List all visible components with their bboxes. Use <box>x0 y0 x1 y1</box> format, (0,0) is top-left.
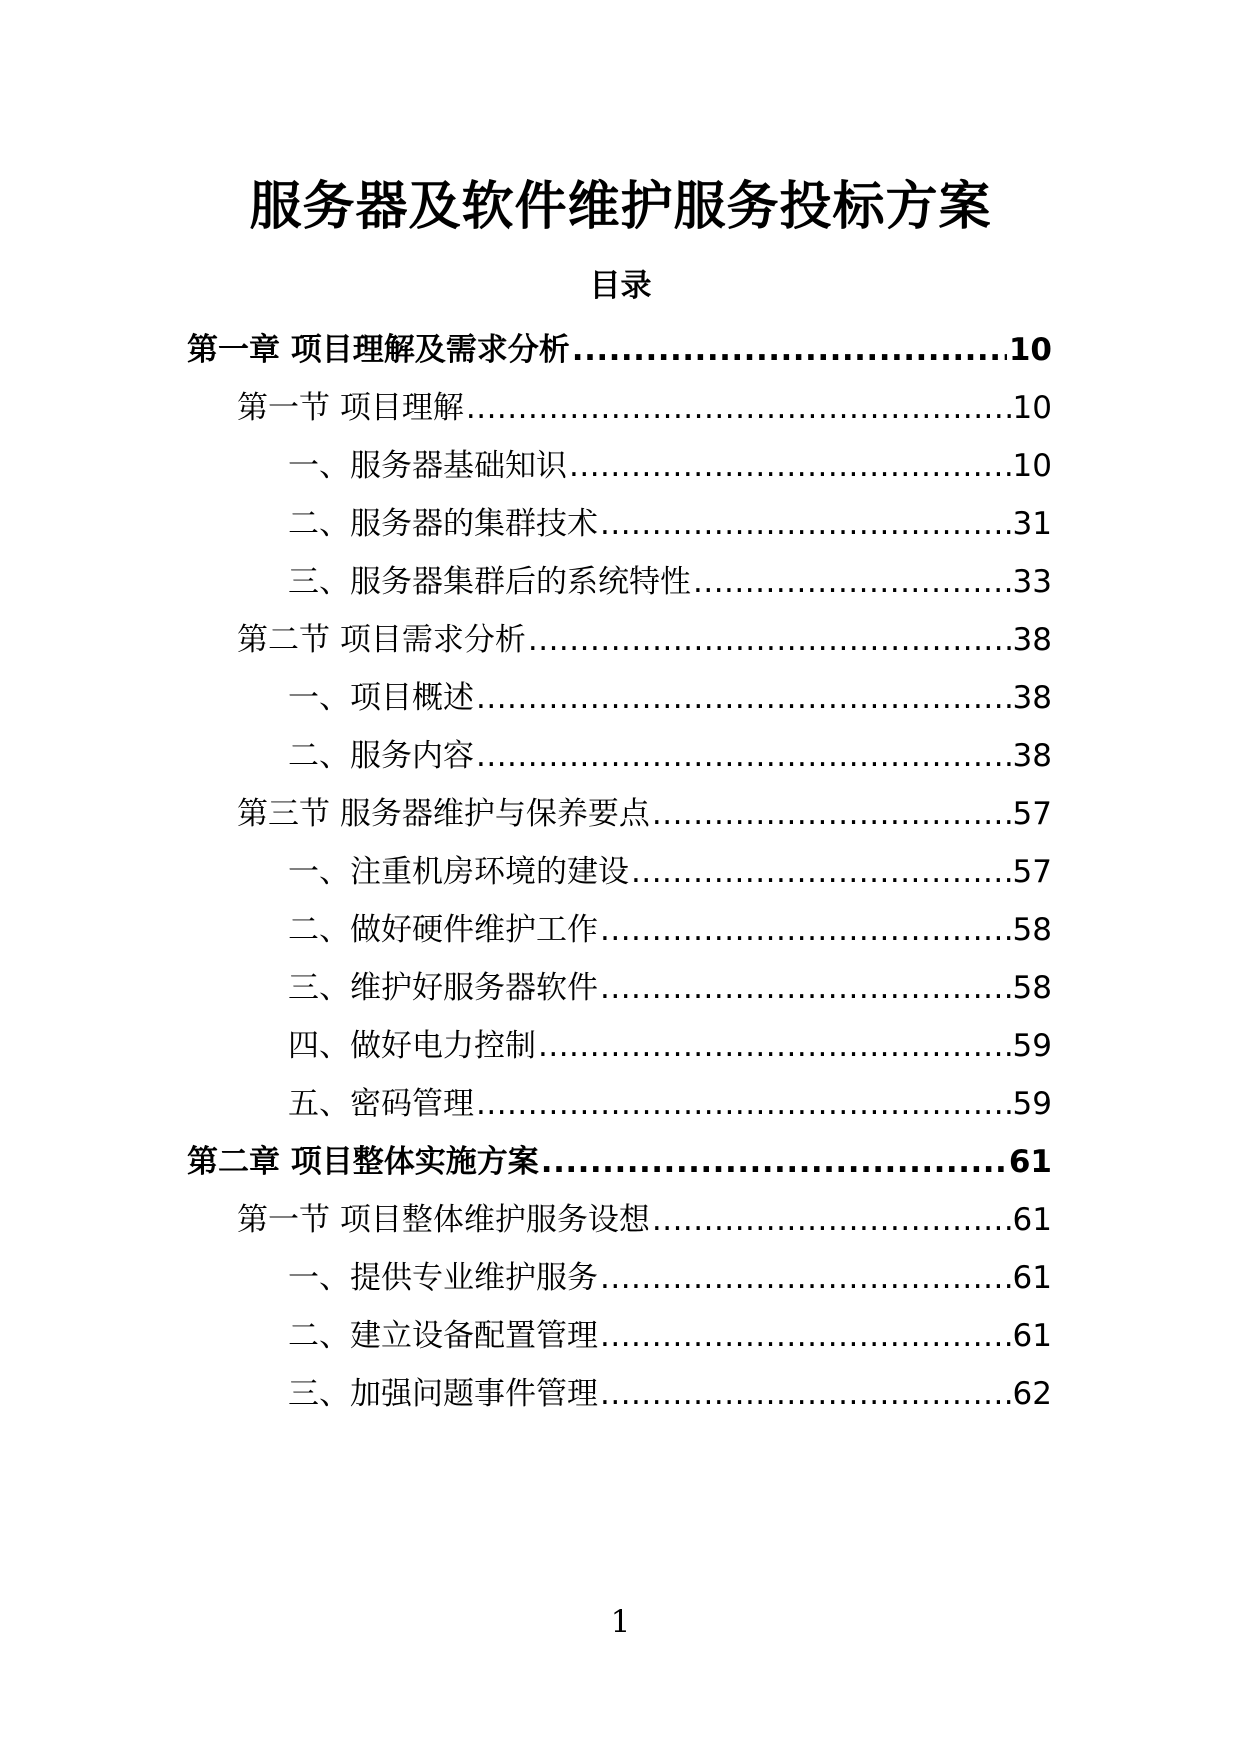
toc-entry-label: 四、做好电力控制 <box>288 1028 536 1064</box>
toc-dot-leader <box>600 966 1011 1010</box>
toc-entry-page: 61 <box>1012 1202 1052 1238</box>
toc-entry-page: 61 <box>1012 1318 1052 1354</box>
toc-entry-subsection[interactable] <box>288 1372 1052 1416</box>
toc-entry-label: 第一章 项目理解及需求分析 <box>187 332 570 368</box>
toc-entry-label: 第二节 项目需求分析 <box>237 622 526 658</box>
toc-dot-leader <box>600 1314 1011 1358</box>
toc-entry-section[interactable] <box>237 618 1052 662</box>
toc-entry-page: 58 <box>1012 970 1052 1006</box>
toc-dot-leader <box>476 734 1011 778</box>
toc-entry-page: 59 <box>1012 1028 1052 1064</box>
toc-entry-section[interactable] <box>237 1198 1052 1242</box>
toc-entry-subsection[interactable] <box>288 1082 1052 1126</box>
toc-dot-leader <box>538 1024 1011 1068</box>
toc-dot-leader <box>693 560 1011 604</box>
toc-heading: 目录 <box>589 268 652 304</box>
toc-entry-label: 五、密码管理 <box>288 1086 474 1122</box>
toc-entry-chapter-2[interactable] <box>187 1140 1052 1184</box>
toc-dot-leader <box>600 1256 1011 1300</box>
toc-dot-leader <box>528 618 1011 662</box>
toc-dot-leader <box>600 908 1011 952</box>
toc-entry-page: 61 <box>1012 1260 1052 1296</box>
toc-entry-page: 61 <box>1008 1144 1052 1180</box>
toc-entry-label: 二、建立设备配置管理 <box>288 1318 598 1354</box>
toc-entry-page: 62 <box>1012 1376 1052 1412</box>
toc-entry-subsection[interactable] <box>288 560 1052 604</box>
toc-dot-leader <box>652 792 1011 836</box>
toc-entry-page: 31 <box>1012 506 1052 542</box>
toc-entry-subsection[interactable] <box>288 850 1052 894</box>
toc-entry-subsection[interactable] <box>288 444 1052 488</box>
toc-entry-page: 10 <box>1012 448 1052 484</box>
toc-entry-page: 10 <box>1012 390 1052 426</box>
toc-dot-leader <box>652 1198 1011 1242</box>
toc-entry-section[interactable] <box>237 792 1052 836</box>
toc-entry-subsection[interactable] <box>288 734 1052 778</box>
toc-entry-page: 57 <box>1012 854 1052 890</box>
toc-entry-label: 第三节 服务器维护与保养要点 <box>237 796 650 832</box>
toc-entry-page: 38 <box>1012 738 1052 774</box>
toc-dot-leader <box>600 502 1011 546</box>
toc-entry-label: 一、提供专业维护服务 <box>288 1260 598 1296</box>
toc-entry-page: 38 <box>1012 622 1052 658</box>
toc-entry-page: 57 <box>1012 796 1052 832</box>
toc-entry-subsection[interactable] <box>288 676 1052 720</box>
toc-dot-leader <box>572 328 1007 372</box>
toc-entry-page: 33 <box>1012 564 1052 600</box>
toc-entry-section[interactable] <box>237 386 1052 430</box>
toc-dot-leader <box>466 386 1011 430</box>
toc-entry-page: 59 <box>1012 1086 1052 1122</box>
toc-entry-label: 一、服务器基础知识 <box>288 448 567 484</box>
toc-entry-page: 58 <box>1012 912 1052 948</box>
toc-entry-page: 38 <box>1012 680 1052 716</box>
toc-dot-leader <box>476 676 1011 720</box>
toc-dot-leader <box>600 1372 1011 1416</box>
toc-dot-leader <box>631 850 1011 894</box>
document-title: 服务器及软件维护服务投标方案 <box>249 177 992 237</box>
toc-entry-label: 第一节 项目整体维护服务设想 <box>237 1202 650 1238</box>
toc-entry-subsection[interactable] <box>288 1256 1052 1300</box>
toc-entry-label: 二、服务器的集群技术 <box>288 506 598 542</box>
toc-entry-chapter-1[interactable] <box>187 328 1052 372</box>
toc-entry-label: 三、维护好服务器软件 <box>288 970 598 1006</box>
toc-entry-label: 一、项目概述 <box>288 680 474 716</box>
toc-dot-leader <box>569 444 1011 488</box>
page-number: 1 <box>610 1604 631 1640</box>
toc-entry-page: 10 <box>1008 332 1052 368</box>
toc-entry-label: 三、加强问题事件管理 <box>288 1376 598 1412</box>
toc-entry-subsection[interactable] <box>288 1314 1052 1358</box>
toc-entry-label: 第一节 项目理解 <box>237 390 464 426</box>
toc-entry-label: 第二章 项目整体实施方案 <box>187 1144 539 1180</box>
toc-dot-leader <box>476 1082 1011 1126</box>
toc-dot-leader <box>541 1140 1007 1184</box>
toc-entry-label: 三、服务器集群后的系统特性 <box>288 564 691 600</box>
toc-entry-label: 二、服务内容 <box>288 738 474 774</box>
toc-entry-subsection[interactable] <box>288 966 1052 1010</box>
toc-entry-subsection[interactable] <box>288 908 1052 952</box>
toc-entry-subsection[interactable] <box>288 502 1052 546</box>
toc-entry-label: 二、做好硬件维护工作 <box>288 912 598 948</box>
toc-entry-label: 一、注重机房环境的建设 <box>288 854 629 890</box>
toc-entry-subsection[interactable] <box>288 1024 1052 1068</box>
